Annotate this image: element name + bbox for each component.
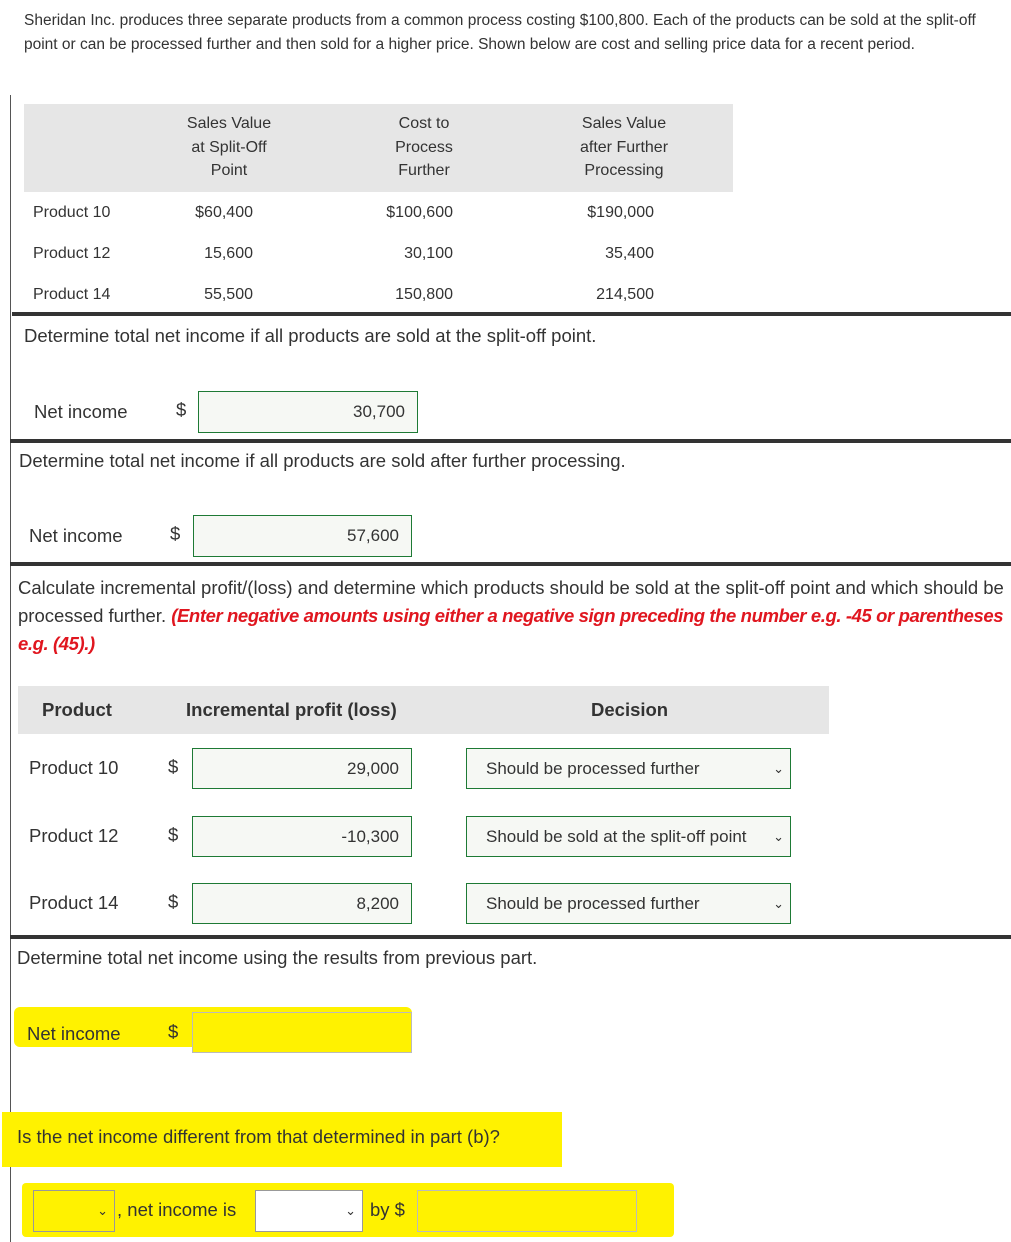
chevron-down-icon: ⌄: [773, 760, 784, 776]
net-income-label: Net income: [34, 401, 128, 422]
cell-split: 15,600: [204, 245, 253, 262]
cell-cost: $100,600: [386, 204, 453, 221]
product-label: Product 10: [29, 757, 119, 778]
header-split-off: Sales Value at Split-Off Point: [186, 115, 272, 179]
chevron-down-icon: ⌄: [773, 895, 784, 911]
col-incremental-profit: Incremental profit (loss): [186, 699, 397, 720]
col-product: Product: [42, 699, 112, 720]
cell-split: 55,500: [204, 286, 253, 303]
part-e-question: Is the net income different from that determined in part (b)?: [17, 1126, 500, 1147]
by-dollar-text: by $: [370, 1199, 405, 1220]
incremental-profit-input[interactable]: [192, 883, 412, 924]
product-label: Product 14: [29, 892, 119, 913]
section-divider: [10, 439, 1011, 443]
net-income-is-text: , net income is: [117, 1199, 237, 1220]
col-decision: Decision: [591, 699, 669, 720]
part-a-question: Determine total net income if all products are sold at the split-off point.: [24, 325, 597, 346]
instruction-note: (Enter negative amounts using either a negative sign preceding the number e.g. -45 or parentheses e.g. (45).): [18, 605, 1004, 654]
dollar-sign: $: [170, 523, 181, 544]
row-product-label: Product 12: [33, 245, 111, 262]
row-product-label: Product 10: [33, 204, 111, 221]
cell-after: 214,500: [596, 286, 654, 303]
chevron-down-icon: ⌄: [97, 1203, 108, 1218]
left-border: [10, 95, 11, 1242]
part-b-question: Determine total net income if all products are sold after further processing.: [19, 450, 626, 471]
direction-select[interactable]: [255, 1190, 363, 1232]
net-income-label: Net income: [29, 525, 123, 546]
part-d-net-income-input[interactable]: [192, 1012, 412, 1053]
incremental-profit-input[interactable]: [192, 748, 412, 789]
chevron-down-icon: ⌄: [345, 1203, 356, 1218]
part-b-net-income-input[interactable]: [193, 515, 412, 557]
cell-split: $60,400: [195, 204, 253, 221]
decision-select[interactable]: Should be processed further ⌄: [466, 883, 791, 924]
dollar-sign: $: [168, 824, 179, 845]
section-divider: [10, 562, 1011, 566]
section-divider: [12, 312, 1011, 316]
row-product-label: Product 14: [33, 286, 111, 303]
chevron-down-icon: ⌄: [773, 828, 784, 844]
cell-cost: 150,800: [395, 286, 453, 303]
part-d-question: Determine total net income using the results from previous part.: [17, 947, 538, 968]
product-label: Product 12: [29, 825, 119, 846]
difference-amount-input[interactable]: [417, 1190, 637, 1232]
difference-select[interactable]: [33, 1190, 115, 1232]
part-a-net-income-input[interactable]: [198, 391, 418, 433]
header-cost-process: Cost to Process Further: [395, 115, 453, 179]
decision-select[interactable]: Should be processed further ⌄: [466, 748, 791, 789]
decision-table-header: [18, 686, 829, 734]
problem-intro: Sheridan Inc. produces three separate products from a common process costing $100,800. Each of the products can be sold at the split-off point or can be processed further and then sold for a higher price. Shown below are cost and selling price data for a recent period.: [24, 12, 976, 53]
net-income-label: Net income: [27, 1023, 121, 1044]
section-divider: [10, 935, 1011, 939]
part-c-question: Calculate incremental profit/(loss) and determine which products should be sold at the split-off point and which should be processed further. (Enter negative amounts using either a negative sign preceding the number e.g. -45 or parentheses e.g. (45).): [18, 577, 1004, 654]
dollar-sign: $: [168, 1021, 179, 1042]
header-sales-after: Sales Value after Further Processing: [579, 115, 669, 179]
decision-select[interactable]: Should be sold at the split-off point ⌄: [466, 816, 791, 857]
dollar-sign: $: [168, 756, 179, 777]
dollar-sign: $: [168, 891, 179, 912]
cell-after: $190,000: [587, 204, 654, 221]
dollar-sign: $: [176, 399, 187, 420]
cell-after: 35,400: [605, 245, 654, 262]
incremental-profit-input[interactable]: [192, 816, 412, 857]
cell-cost: 30,100: [404, 245, 453, 262]
